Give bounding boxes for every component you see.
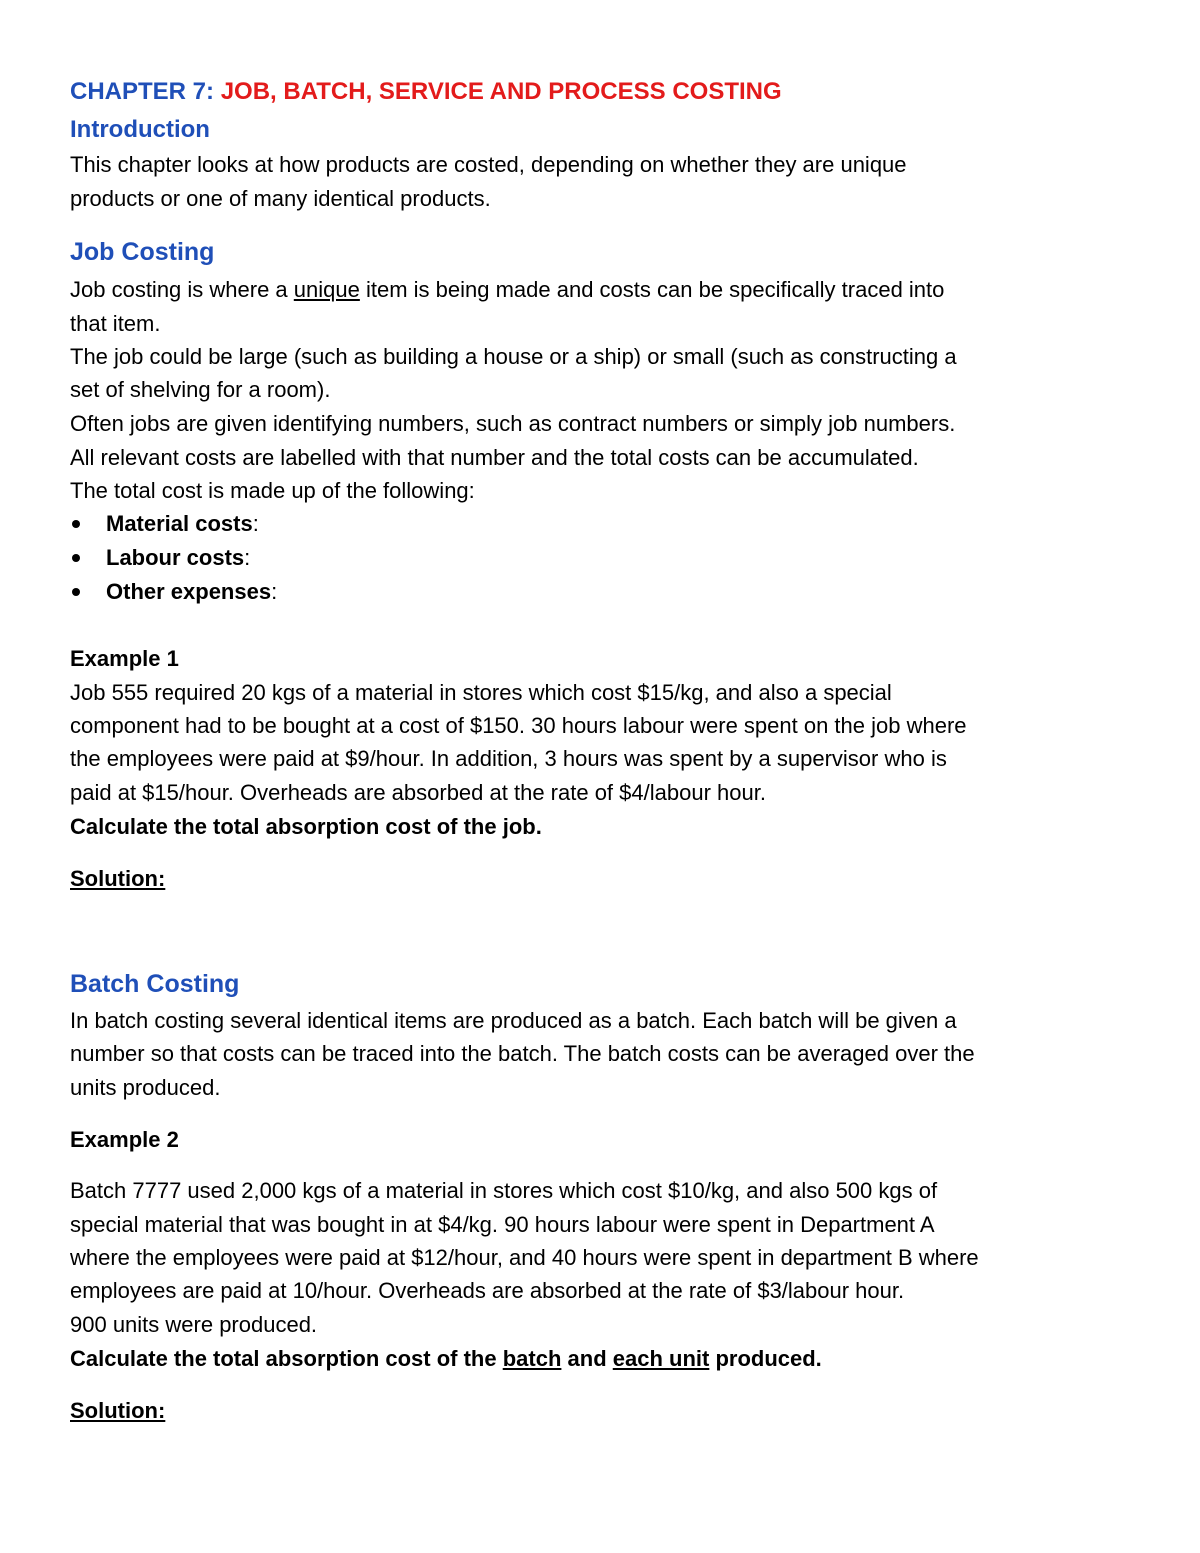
- batch-underlined: batch: [502, 1346, 562, 1371]
- example-2-task-start: Calculate the total absorption cost of the: [70, 1346, 503, 1371]
- example-2-line: Batch 7777 used 2,000 kgs of a material in stores which cost $10/kg, and also 500 kgs of: [70, 1178, 938, 1203]
- bullet-text: [106, 543, 250, 573]
- example-1-line: component had to be bought at a cost of $150. 30 hours labour were spent on the job where: [70, 713, 967, 738]
- batch-costing-line: units produced.: [70, 1075, 221, 1100]
- example-2-task: [70, 1344, 822, 1374]
- batch-costing-heading: Batch Costing: [70, 970, 240, 998]
- job-costing-line: The total cost is made up of the following:: [70, 478, 475, 503]
- each-unit-underlined: each unit: [612, 1346, 710, 1371]
- bullet-icon: [72, 554, 80, 562]
- document-page: [70, 0, 1140, 1553]
- bullet-suffix: :: [252, 511, 259, 536]
- bullet-text: [106, 577, 277, 607]
- job-costing-line: set of shelving for a room).: [70, 377, 331, 402]
- example-1-line: Job 555 required 20 kgs of a material in stores which cost $15/kg, and also a special: [70, 680, 892, 705]
- bullet-text: [106, 509, 259, 539]
- chapter-title: [70, 77, 782, 107]
- job-costing-line: that item.: [70, 311, 161, 336]
- example-2-line: special material that was bought in at $4/kg. 90 hours labour were spent in Department A: [70, 1212, 935, 1237]
- bullet-suffix: :: [271, 579, 278, 604]
- example-2-line: 900 units were produced.: [70, 1312, 318, 1337]
- batch-costing-line: In batch costing several identical items are produced as a batch. Each batch will be given a: [70, 1008, 957, 1033]
- example-1-line: the employees were paid at $9/hour. In addition, 3 hours was spent by a supervisor who is: [70, 746, 947, 771]
- chapter-name: JOB, BATCH, SERVICE AND PROCESS COSTING: [220, 78, 782, 105]
- bullet-suffix: :: [244, 545, 251, 570]
- example-2-task-end: produced.: [709, 1346, 822, 1371]
- introduction-line: products or one of many identical products.: [70, 186, 491, 211]
- introduction-line: This chapter looks at how products are costed, depending on whether they are unique: [70, 152, 907, 177]
- job-costing-line-start: Job costing is where a: [70, 277, 294, 302]
- example-2-line: employees are paid at 10/hour. Overheads are absorbed at the rate of $3/labour hour.: [70, 1278, 905, 1303]
- example-2-solution-label: Solution:: [70, 1398, 166, 1423]
- example-1-solution-label: Solution:: [70, 866, 166, 891]
- job-costing-line: [70, 275, 944, 305]
- job-costing-line: The job could be large (such as building a house or a ship) or small (such as constructing a: [70, 344, 957, 369]
- job-costing-line-end: item is being made and costs can be specifically traced into: [359, 277, 945, 302]
- example-1-task: Calculate the total absorption cost of the job.: [70, 814, 542, 839]
- chapter-number: CHAPTER 7:: [70, 78, 221, 105]
- bullet-icon: [72, 520, 80, 528]
- unique-underlined: unique: [293, 277, 360, 302]
- example-2-line: where the employees were paid at $12/hour, and 40 hours were spent in department B where: [70, 1245, 979, 1270]
- bullet-icon: [72, 588, 80, 596]
- bullet-label: Material costs: [106, 511, 253, 536]
- batch-costing-line: number so that costs can be traced into the batch. The batch costs can be averaged over the: [70, 1041, 975, 1066]
- example-2-heading: Example 2: [70, 1127, 179, 1152]
- job-costing-heading: Job Costing: [70, 238, 215, 266]
- bullet-label: Other expenses: [106, 579, 272, 604]
- job-costing-line: All relevant costs are labelled with that number and the total costs can be accumulated.: [70, 445, 919, 470]
- introduction-heading: Introduction: [70, 116, 210, 143]
- bullet-label: Labour costs: [106, 545, 245, 570]
- job-costing-line: Often jobs are given identifying numbers, such as contract numbers or simply job numbers.: [70, 411, 956, 436]
- example-1-heading: Example 1: [70, 646, 179, 671]
- example-1-line: paid at $15/hour. Overheads are absorbed at the rate of $4/labour hour.: [70, 780, 766, 805]
- example-2-task-mid: and: [561, 1346, 613, 1371]
